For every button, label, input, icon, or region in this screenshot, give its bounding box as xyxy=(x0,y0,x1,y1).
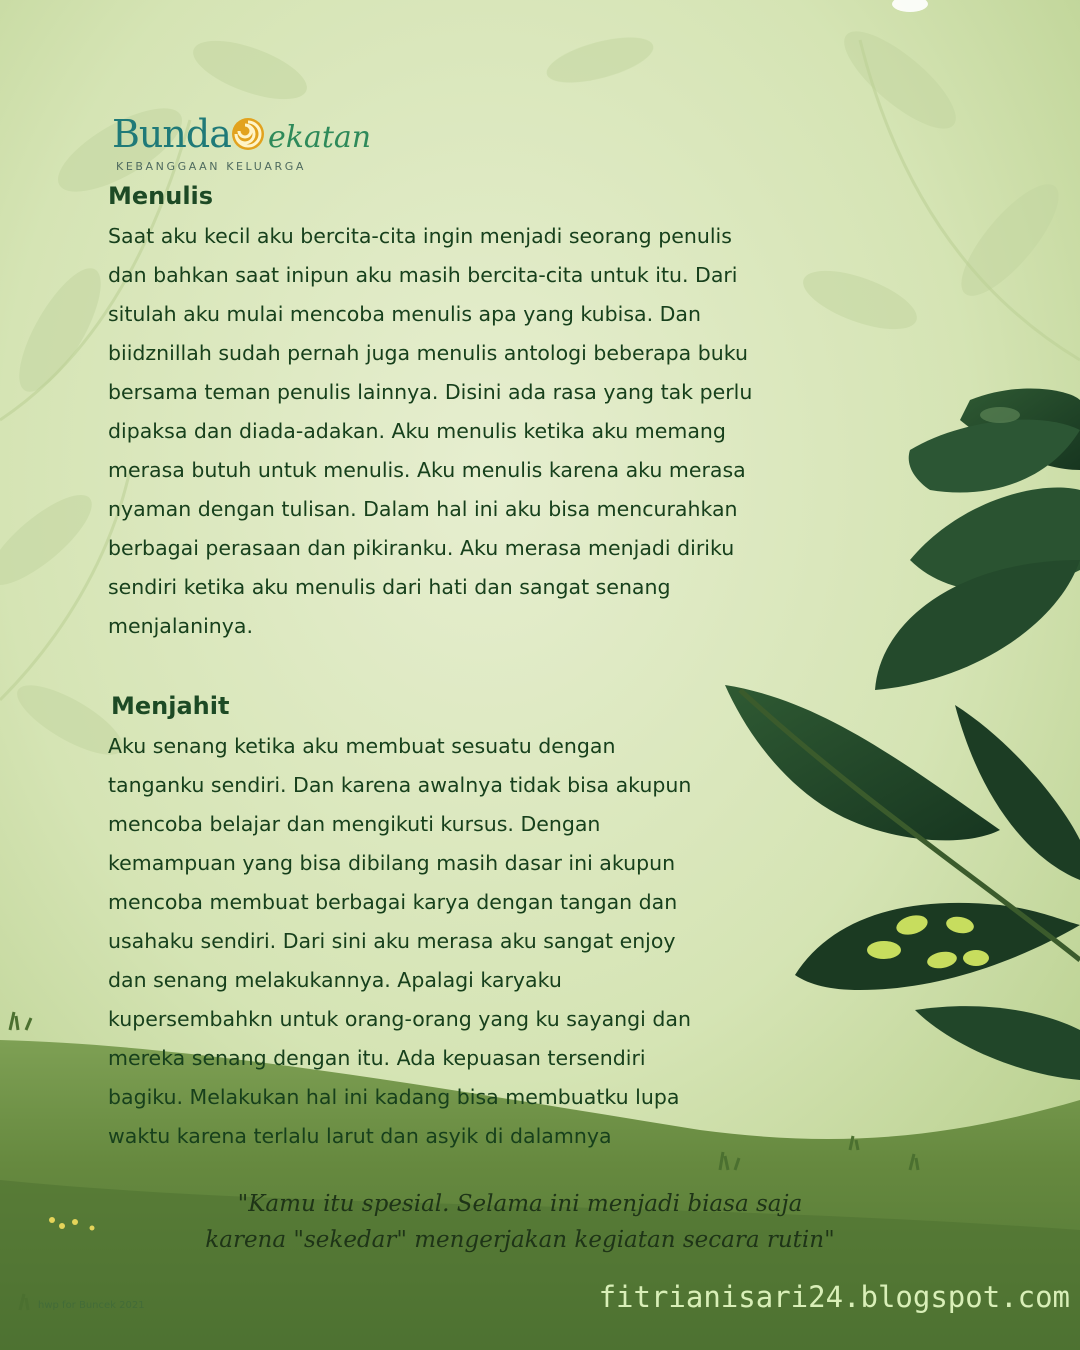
section-heading-menulis: Menulis xyxy=(108,182,214,210)
logo-word-right: ekatan xyxy=(268,120,372,155)
body-line: usahaku sendiri. Dari sini aku merasa aku sangat enjoy xyxy=(108,929,676,953)
body-line: mencoba belajar dan mengikuti kursus. Dengan xyxy=(108,812,601,836)
section-heading-menjahit: Menjahit xyxy=(111,692,230,720)
logo-swirl-icon xyxy=(230,116,266,152)
body-line: tanganku sendiri. Dan karena awalnya tidak bisa akupun xyxy=(108,773,692,797)
body-line: sendiri ketika aku menulis dari hati dan sangat senang xyxy=(108,575,671,599)
body-line: bersama teman penulis lainnya. Disini ada rasa yang tak perlu xyxy=(108,380,753,404)
section-body-menulis xyxy=(108,217,752,646)
body-line: nyaman dengan tulisan. Dalam hal ini aku bisa mencurahkan xyxy=(108,497,738,521)
body-line: Aku senang ketika aku membuat sesuatu dengan xyxy=(108,734,616,758)
bunda-cekatan-logo xyxy=(112,112,382,182)
body-line: berbagai perasaan dan pikiranku. Aku merasa menjadi diriku xyxy=(108,536,735,560)
body-line: Saat aku kecil aku bercita-cita ingin menjadi seorang penulis xyxy=(108,224,732,248)
body-line: merasa butuh untuk menulis. Aku menulis karena aku merasa xyxy=(108,458,746,482)
body-line: kemampuan yang bisa dibilang masih dasar ini akupun xyxy=(108,851,676,875)
logo-tagline: KEBANGGAAN KELUARGA xyxy=(116,160,307,173)
body-line: waktu karena terlalu larut dan asyik di dalamnya xyxy=(108,1124,612,1148)
body-line: dan senang melakukannya. Apalagi karyaku xyxy=(108,968,562,992)
body-line: mencoba membuat berbagai karya dengan tangan dan xyxy=(108,890,678,914)
body-line: dan bahkan saat inipun aku masih bercita-cita untuk itu. Dari xyxy=(108,263,738,287)
closing-quote xyxy=(200,1186,840,1258)
body-line: mereka senang dengan itu. Ada kepuasan tersendiri xyxy=(108,1046,646,1070)
body-line: bagiku. Melakukan hal ini kadang bisa membuatku lupa xyxy=(108,1085,680,1109)
illustration-credit: hwp for Buncek 2021 xyxy=(38,1300,145,1311)
logo-word-left: Bunda xyxy=(112,112,231,156)
body-line: menjalaninya. xyxy=(108,614,253,638)
quote-line-2: karena "sekedar" mengerjakan kegiatan secara rutin" xyxy=(205,1227,835,1253)
section-body-menjahit xyxy=(108,727,691,1156)
quote-line-1: "Kamu itu spesial. Selama ini menjadi biasa saja xyxy=(237,1191,803,1217)
body-line: dipaksa dan diada-adakan. Aku menulis ketika aku memang xyxy=(108,419,726,443)
body-line: kupersembahkn untuk orang-orang yang ku sayangi dan xyxy=(108,1007,691,1031)
body-line: situlah aku mulai mencoba menulis apa yang kubisa. Dan xyxy=(108,302,701,326)
blog-url: fitrianisari24.blogspot.com xyxy=(598,1280,1070,1314)
body-line: biidznillah sudah pernah juga menulis antologi beberapa buku xyxy=(108,341,748,365)
